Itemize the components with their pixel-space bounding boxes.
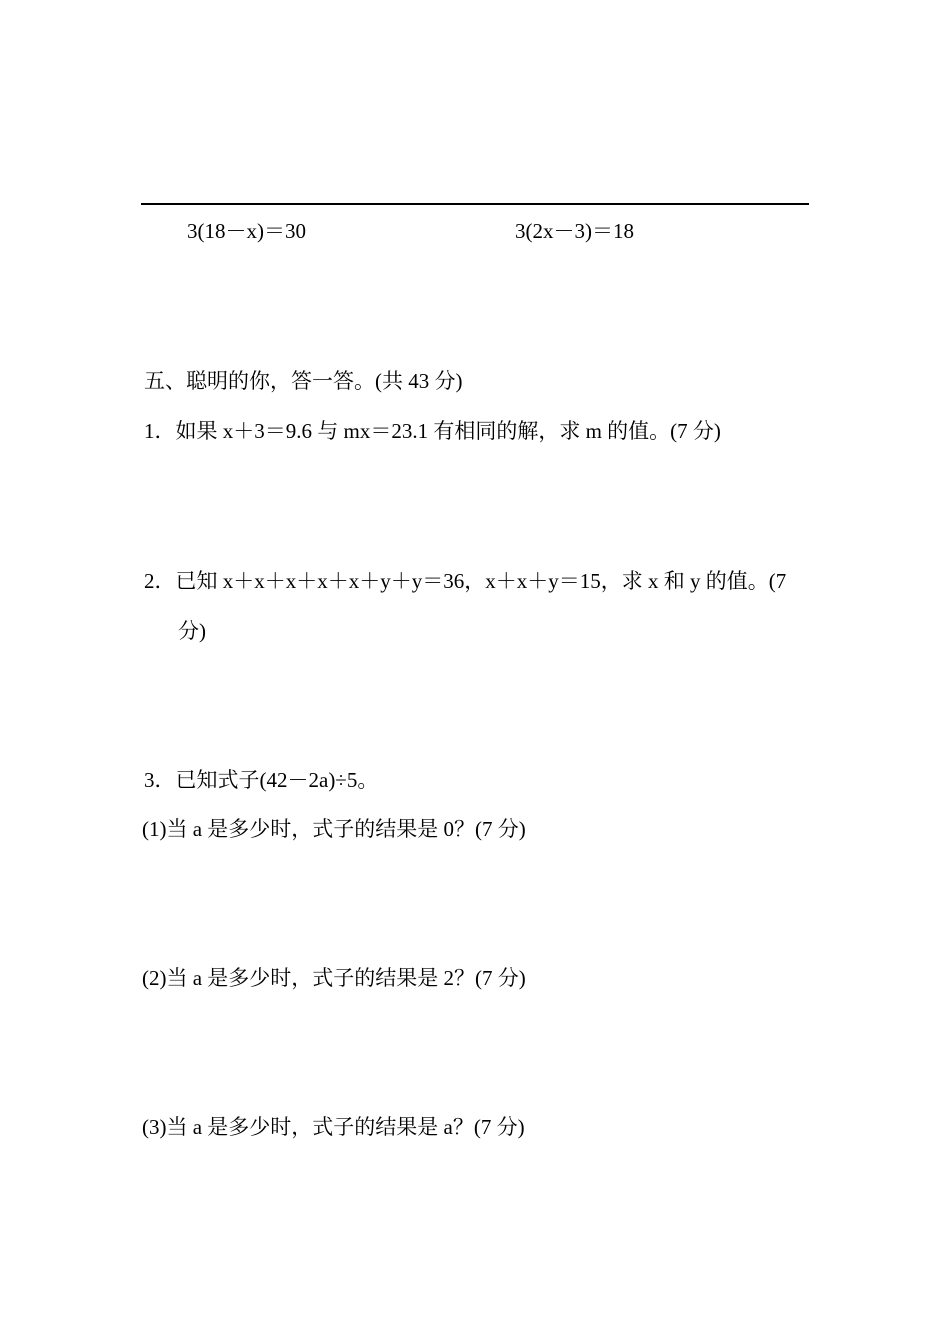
section-title: 五、聪明的你，答一答。(共 43 分) xyxy=(144,369,463,393)
question-3-part-2: (2)当 a 是多少时，式子的结果是 2？(7 分) xyxy=(142,966,526,990)
question-3-part-3: (3)当 a 是多少时，式子的结果是 a？(7 分) xyxy=(142,1115,525,1139)
question-2-line-2: 分) xyxy=(178,619,206,643)
question-1: 1．如果 x＋3＝9.6 与 mx＝23.1 有相同的解，求 m 的值。(7 分) xyxy=(144,419,721,443)
question-3: 3．已知式子(42－2a)÷5。 xyxy=(144,768,379,792)
equation-left: 3(18－x)＝30 xyxy=(187,219,306,243)
question-2-line-1: 2．已知 x＋x＋x＋x＋x＋y＋y＝36，x＋x＋y＝15，求 x 和 y 的值。(7 xyxy=(144,569,787,593)
horizontal-rule xyxy=(141,203,809,205)
question-3-part-1: (1)当 a 是多少时，式子的结果是 0？(7 分) xyxy=(142,817,526,841)
equation-right: 3(2x－3)＝18 xyxy=(515,219,634,243)
